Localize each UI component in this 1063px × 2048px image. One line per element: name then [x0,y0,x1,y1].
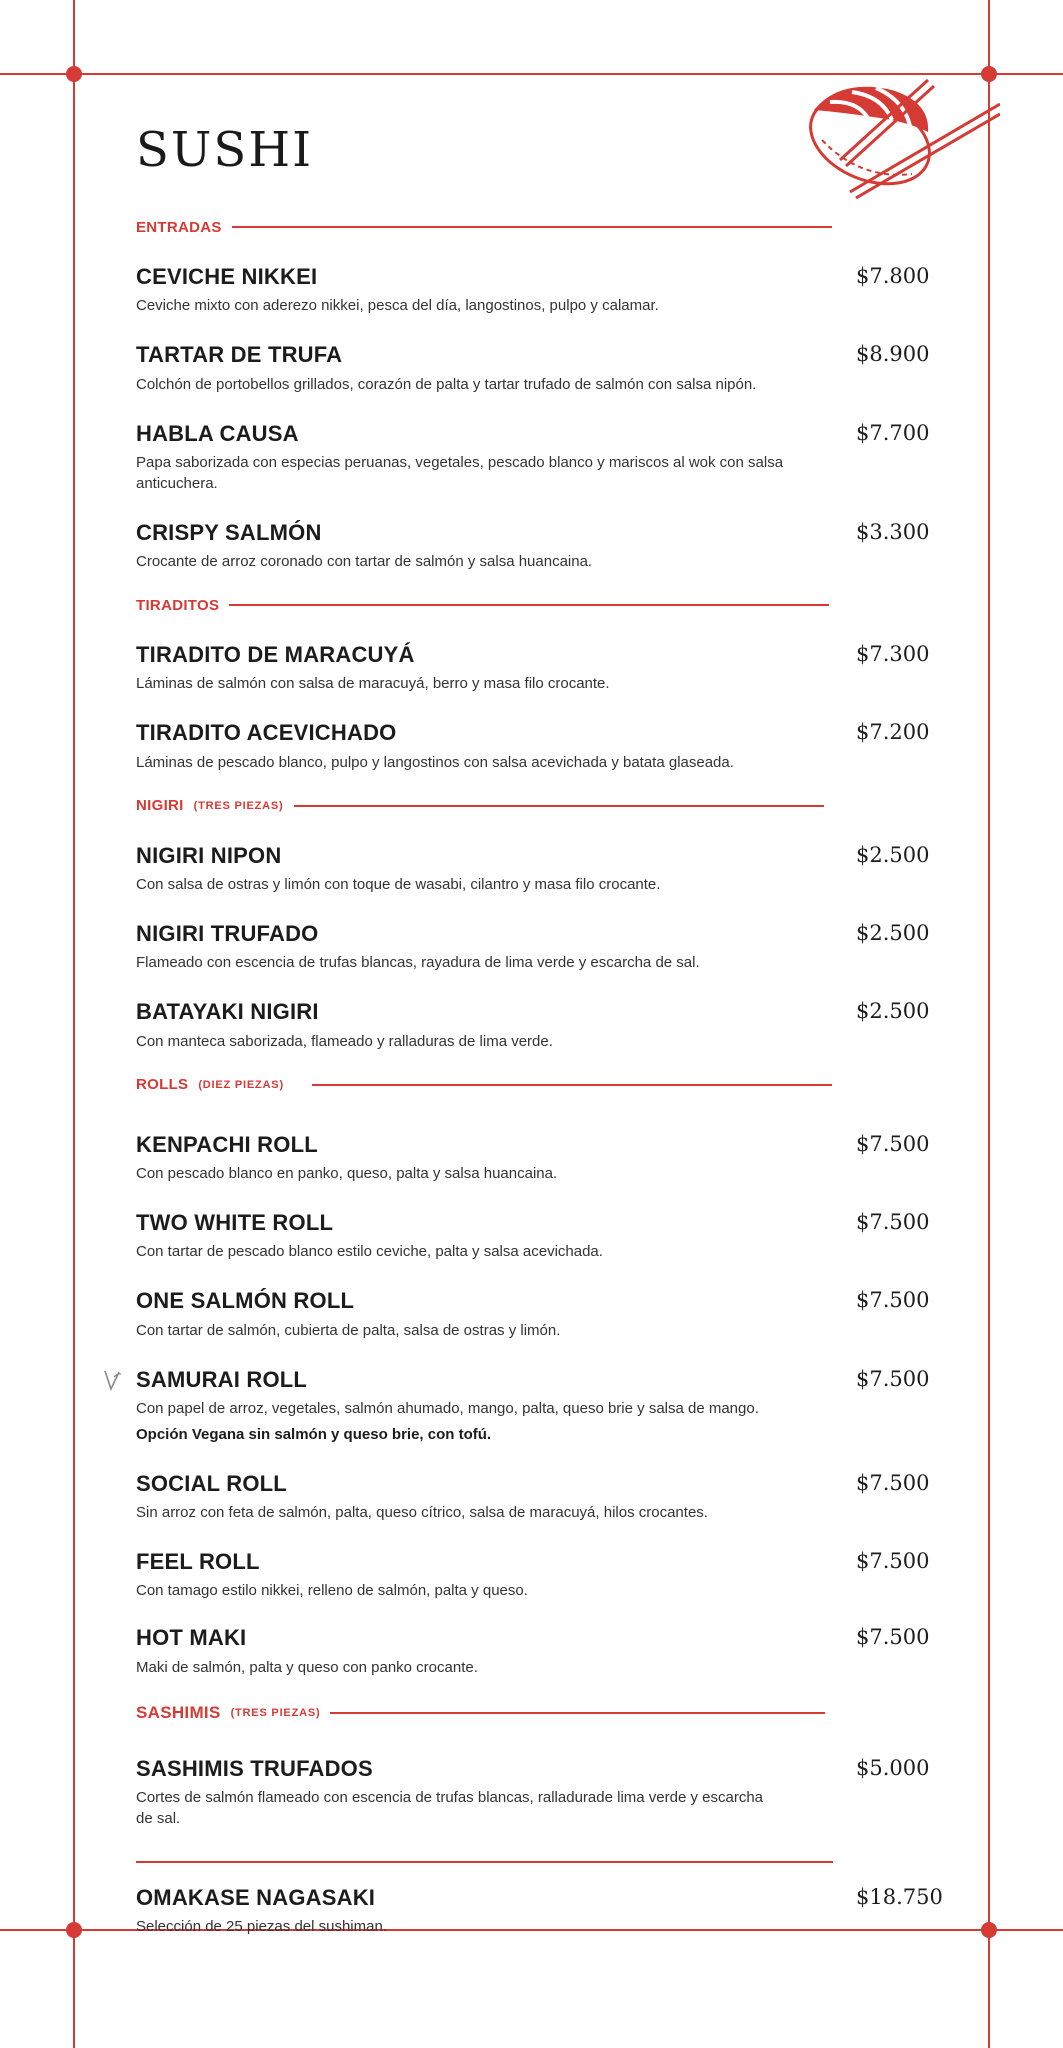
item-description: Con tartar de salmón, cubierta de palta, salsa de ostras y limón. [136,1321,561,1339]
section-header-tiraditos [136,592,956,618]
section-name: ROLLS [136,1076,189,1094]
menu-item [136,642,956,694]
page-title: SUSHI [136,122,314,178]
item-name: SAMURAI ROLL [136,1366,308,1392]
item-description: Flameado con escencia de trufas blancas, rayadura de lima verde y escarcha de sal. [136,954,700,972]
item-vegan-note: Opción Vegana sin salmón y queso brie, con tofú. [136,1425,492,1443]
item-description: Con manteca saborizada, flameado y ralladuras de lima verde. [136,1032,553,1050]
section-rule [232,226,832,228]
item-description: Maki de salmón, palta y queso con panko crocante. [136,1658,478,1676]
corner-dot-bottom-left [66,1922,82,1938]
menu-item [136,1549,956,1601]
item-description: Papa saborizada con especias peruanas, vegetales, pescado blanco y mariscos al wok con salsa anticuchera. [136,453,784,492]
menu-item [136,1625,956,1677]
item-description: Con pescado blanco en panko, queso, palta y salsa huancaina. [136,1164,558,1182]
item-description: Ceviche mixto con aderezo nikkei, pesca del día, langostinos, pulpo y calamar. [136,297,659,315]
menu-item [136,520,956,572]
item-description: Láminas de salmón con salsa de maracuyá, berro y masa filo crocante. [136,675,610,693]
vegan-leaf-icon [102,1369,122,1391]
section-divider [136,1861,833,1863]
item-name: ONE SALMÓN ROLL [136,1288,355,1314]
frame-line-left [73,0,75,2048]
section-rule [229,604,829,606]
menu-item-special [136,1885,956,1937]
item-description: Con salsa de ostras y limón con toque de wasabi, cilantro y masa filo crocante. [136,876,661,894]
section-header-entradas [136,214,956,240]
section-name: SASHIMIS [136,1702,221,1722]
menu-item [136,1756,956,1829]
item-name: TARTAR DE TRUFA [136,342,343,368]
item-description: Crocante de arroz coronado con tartar de salmón y salsa huancaina. [136,553,593,571]
item-description: Sin arroz con feta de salmón, palta, queso cítrico, salsa de maracuyá, hilos crocantes. [136,1504,708,1522]
item-name: NIGIRI NIPON [136,842,282,868]
section-header-sashimis [136,1700,956,1726]
item-name: TIRADITO DE MARACUYÁ [136,642,415,668]
item-name: SOCIAL ROLL [136,1470,287,1496]
section-name: TIRADITOS [136,596,220,614]
item-name: FEEL ROLL [136,1549,260,1575]
section-note: (TRES PIEZAS) [193,799,284,812]
item-price: $7.500 [856,1625,930,1650]
item-name: OMAKASE NAGASAKI [136,1885,376,1911]
item-price: $7.500 [856,1366,930,1391]
menu-item [136,264,956,316]
item-price: $7.300 [856,642,930,667]
item-price: $18.750 [856,1885,943,1910]
item-price: $7.800 [856,264,930,288]
item-name: TWO WHITE ROLL [136,1209,334,1235]
menu-item [136,342,956,394]
item-price: $7.700 [856,420,930,445]
item-price: $5.000 [856,1755,930,1780]
menu-item [136,921,956,973]
item-price: $7.500 [856,1288,930,1313]
item-description: Con tamago estilo nikkei, relleno de salmón, palta y queso. [136,1582,528,1600]
item-price: $7.500 [856,1131,930,1156]
section-note: (TRES PIEZAS) [230,1706,321,1719]
section-rule [294,805,824,807]
item-price: $8.900 [856,342,930,367]
section-header-nigiri [136,793,956,819]
item-description: Selección de 25 piezas del sushiman. [136,1918,387,1936]
menu-item [136,1288,956,1340]
item-name: TIRADITO ACEVICHADO [136,720,397,746]
item-description: Con papel de arroz, vegetales, salmón ahumado, mango, palta, queso brie y salsa de mango. [136,1399,759,1417]
menu-item [136,1210,956,1262]
item-price: $2.500 [856,999,930,1024]
item-description: Cortes de salmón flameado con escencia de trufas blancas, ralladurade lima verde y escarcha de sal. [136,1789,763,1828]
section-rule [330,1712,825,1714]
item-name: CEVICHE NIKKEI [136,264,318,289]
menu-item [136,1132,956,1184]
menu-content [136,214,956,1937]
section-note: (DIEZ PIEZAS) [198,1078,284,1091]
menu-item [136,421,956,494]
frame-line-right [988,0,990,2048]
section-rule [312,1084,832,1086]
item-price: $7.500 [856,1209,930,1234]
item-name: HOT MAKI [136,1625,247,1651]
item-description: Con tartar de pescado blanco estilo ceviche, palta y salsa acevichada. [136,1243,603,1261]
menu-item [136,720,956,772]
menu-item [136,1367,956,1445]
item-description: Láminas de pescado blanco, pulpo y langostinos con salsa acevichada y batata glaseada. [136,753,734,771]
item-price: $2.500 [856,921,930,946]
item-price: $7.500 [856,1549,930,1574]
item-price: $3.300 [856,519,930,544]
item-price: $2.500 [856,842,930,867]
menu-item [136,999,956,1051]
menu-item [136,1471,956,1523]
item-name: NIGIRI TRUFADO [136,921,319,947]
menu-item [136,843,956,895]
item-price: $7.500 [856,1470,930,1495]
item-name: SASHIMIS TRUFADOS [136,1755,373,1781]
corner-dot-top-left [66,66,82,82]
item-name: HABLA CAUSA [136,420,299,446]
item-description: Colchón de portobellos grillados, corazón de palta y tartar trufado de salmón con salsa nipón. [136,375,757,393]
sushi-chopsticks-illustration [800,70,1000,200]
item-name: KENPACHI ROLL [136,1131,318,1157]
item-name: BATAYAKI NIGIRI [136,999,319,1025]
item-name: CRISPY SALMÓN [136,519,322,545]
section-name: ENTRADAS [136,218,222,236]
corner-dot-bottom-right [981,1922,997,1938]
item-price: $7.200 [856,720,930,745]
section-header-rolls [136,1072,956,1098]
section-name: NIGIRI [136,797,184,815]
